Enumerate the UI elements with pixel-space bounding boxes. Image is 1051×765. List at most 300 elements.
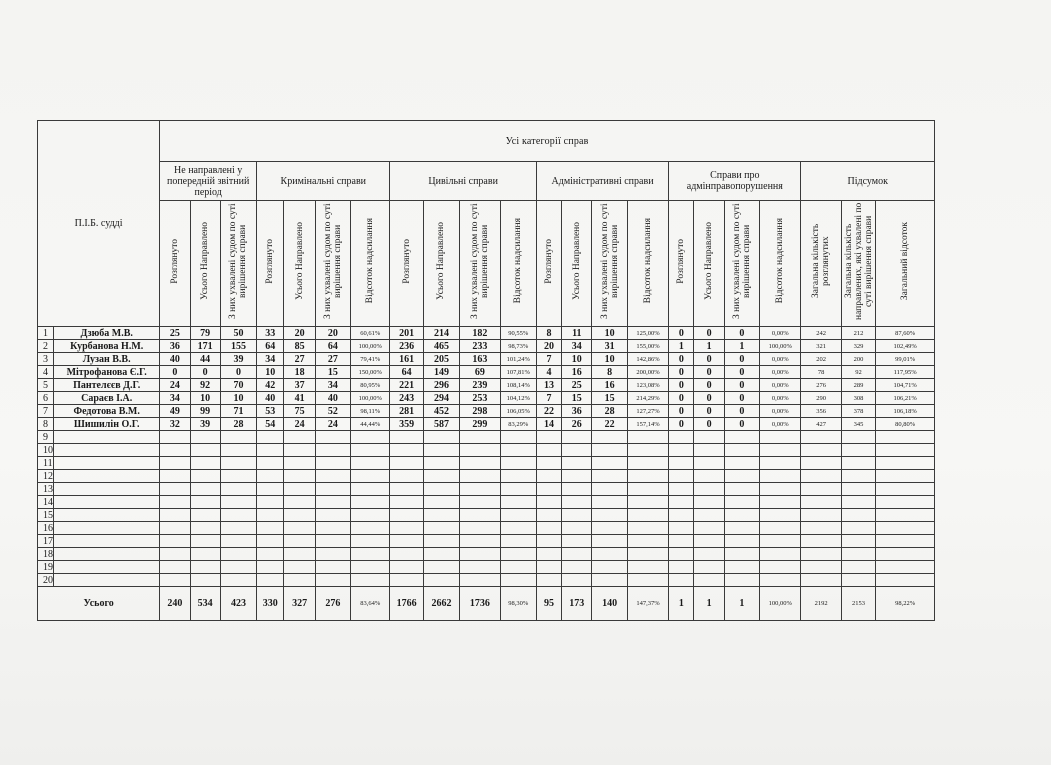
table-cell: 239	[460, 379, 500, 392]
table-cell: 34	[257, 353, 284, 366]
empty-cell	[315, 535, 350, 548]
table-row	[38, 379, 935, 392]
table-row	[38, 418, 935, 431]
empty-cell	[351, 574, 390, 587]
empty-cell	[694, 457, 724, 470]
empty-cell	[500, 509, 536, 522]
empty-cell	[390, 522, 423, 535]
empty-cell	[190, 522, 220, 535]
total-cell: 423	[220, 587, 256, 621]
table-cell: 155,00%	[627, 340, 668, 353]
table-cell: 125,00%	[627, 327, 668, 340]
empty-cell	[284, 496, 315, 509]
table-cell: 378	[841, 405, 875, 418]
empty-cell	[694, 483, 724, 496]
table-cell: 0	[669, 405, 694, 418]
empty-table-row	[38, 431, 935, 444]
table-cell: 0	[220, 366, 256, 379]
empty-cell	[54, 561, 160, 574]
empty-cell	[423, 574, 459, 587]
table-cell: 127,27%	[627, 405, 668, 418]
table-cell: 69	[460, 366, 500, 379]
empty-cell	[284, 470, 315, 483]
empty-cell	[801, 483, 841, 496]
table-cell: 99,01%	[876, 353, 935, 366]
table-cell: 49	[160, 405, 190, 418]
column-header	[592, 201, 627, 327]
empty-cell	[562, 561, 592, 574]
table-cell: 281	[390, 405, 423, 418]
column-header-label: Відсоток надсилання	[642, 218, 653, 304]
empty-cell	[760, 431, 801, 444]
empty-cell	[423, 470, 459, 483]
table-cell: 0,00%	[760, 353, 801, 366]
table-cell: 0	[669, 418, 694, 431]
column-header-label: Відсоток надсилання	[513, 218, 524, 304]
row-number: 19	[38, 561, 54, 574]
row-number: 10	[38, 444, 54, 457]
judge-name-header: П.І.Б. судді	[38, 121, 160, 327]
empty-cell	[190, 535, 220, 548]
table-cell: 10	[257, 366, 284, 379]
empty-cell	[190, 496, 220, 509]
total-cell: 173	[562, 587, 592, 621]
judge-name: Шишилін О.Г.	[54, 418, 160, 431]
empty-cell	[351, 509, 390, 522]
table-cell: 214	[423, 327, 459, 340]
empty-cell	[460, 483, 500, 496]
table-cell: 163	[460, 353, 500, 366]
total-row	[38, 587, 935, 621]
empty-cell	[257, 483, 284, 496]
table-cell: 64	[315, 340, 350, 353]
empty-cell	[562, 483, 592, 496]
table-cell: 11	[562, 327, 592, 340]
table-cell: 40	[257, 392, 284, 405]
empty-cell	[724, 535, 759, 548]
empty-table-row	[38, 483, 935, 496]
empty-cell	[876, 561, 935, 574]
empty-cell	[190, 574, 220, 587]
empty-cell	[760, 457, 801, 470]
empty-cell	[284, 574, 315, 587]
empty-cell	[801, 574, 841, 587]
table-cell: 27	[315, 353, 350, 366]
empty-cell	[841, 483, 875, 496]
column-header	[627, 201, 668, 327]
empty-cell	[351, 548, 390, 561]
table-cell: 427	[801, 418, 841, 431]
column-header	[160, 201, 190, 327]
table-cell: 0	[669, 379, 694, 392]
column-header-label: Розглянуто	[401, 238, 412, 284]
judge-name: Пантелєєв Д.Г.	[54, 379, 160, 392]
empty-cell	[423, 509, 459, 522]
table-cell: 36	[160, 340, 190, 353]
empty-cell	[190, 431, 220, 444]
column-header-label: Загальна кількість направлених, які ухвалені по суті вирішення справи	[843, 202, 874, 320]
table-cell: 171	[190, 340, 220, 353]
table-cell: 356	[801, 405, 841, 418]
empty-cell	[724, 522, 759, 535]
row-number: 9	[38, 431, 54, 444]
empty-cell	[351, 561, 390, 574]
table-cell: 98,11%	[351, 405, 390, 418]
table-cell: 52	[315, 405, 350, 418]
empty-cell	[160, 548, 190, 561]
empty-cell	[562, 457, 592, 470]
empty-cell	[351, 431, 390, 444]
empty-cell	[284, 444, 315, 457]
empty-cell	[694, 535, 724, 548]
table-cell: 24	[284, 418, 315, 431]
table-cell: 150,00%	[351, 366, 390, 379]
empty-cell	[500, 457, 536, 470]
empty-cell	[760, 574, 801, 587]
empty-cell	[724, 561, 759, 574]
column-header-label: Відсоток надсилання	[775, 218, 786, 304]
column-header-label: Усього Направлено	[571, 222, 582, 300]
empty-cell	[841, 496, 875, 509]
empty-cell	[592, 509, 627, 522]
table-cell: 157,14%	[627, 418, 668, 431]
empty-cell	[592, 574, 627, 587]
table-row	[38, 327, 935, 340]
empty-cell	[390, 444, 423, 457]
column-header	[562, 201, 592, 327]
empty-cell	[724, 431, 759, 444]
table-cell: 20	[284, 327, 315, 340]
header-row-groups	[38, 162, 935, 201]
table-cell: 1	[694, 340, 724, 353]
column-header	[284, 201, 315, 327]
group-header: Справи про адмінправопорушення	[669, 162, 801, 201]
empty-cell	[351, 470, 390, 483]
empty-cell	[460, 470, 500, 483]
empty-cell	[460, 522, 500, 535]
empty-cell	[669, 548, 694, 561]
table-cell: 28	[592, 405, 627, 418]
empty-cell	[592, 470, 627, 483]
empty-cell	[669, 470, 694, 483]
empty-cell	[562, 522, 592, 535]
table-cell: 106,18%	[876, 405, 935, 418]
table-cell: 149	[423, 366, 459, 379]
table-cell: 0	[669, 392, 694, 405]
empty-cell	[627, 470, 668, 483]
table-cell: 99	[190, 405, 220, 418]
empty-cell	[284, 457, 315, 470]
table-cell: 359	[390, 418, 423, 431]
table-cell: 92	[190, 379, 220, 392]
table-cell: 32	[160, 418, 190, 431]
table-cell: 290	[801, 392, 841, 405]
empty-cell	[876, 522, 935, 535]
empty-cell	[536, 457, 561, 470]
empty-cell	[562, 535, 592, 548]
table-cell: 83,29%	[500, 418, 536, 431]
empty-cell	[592, 535, 627, 548]
table-cell: 243	[390, 392, 423, 405]
table-cell: 37	[284, 379, 315, 392]
empty-cell	[724, 509, 759, 522]
column-header	[351, 201, 390, 327]
column-header	[801, 201, 841, 327]
empty-cell	[423, 431, 459, 444]
empty-cell	[500, 561, 536, 574]
table-cell: 0	[694, 327, 724, 340]
column-header	[220, 201, 256, 327]
row-number: 15	[38, 509, 54, 522]
empty-cell	[876, 444, 935, 457]
empty-cell	[669, 522, 694, 535]
empty-cell	[536, 431, 561, 444]
table-cell: 0	[694, 405, 724, 418]
empty-cell	[669, 431, 694, 444]
table-row	[38, 405, 935, 418]
table-cell: 102,49%	[876, 340, 935, 353]
empty-cell	[284, 483, 315, 496]
empty-cell	[315, 561, 350, 574]
table-cell: 79	[190, 327, 220, 340]
table-cell: 221	[390, 379, 423, 392]
empty-cell	[220, 574, 256, 587]
column-header-label: З них ухвалені судом по суті вирішення справи	[731, 203, 752, 319]
total-cell: 2192	[801, 587, 841, 621]
empty-cell	[500, 444, 536, 457]
empty-cell	[760, 561, 801, 574]
total-cell: 534	[190, 587, 220, 621]
table-cell: 98,73%	[500, 340, 536, 353]
table-cell: 299	[460, 418, 500, 431]
empty-cell	[627, 431, 668, 444]
empty-cell	[315, 457, 350, 470]
empty-cell	[536, 522, 561, 535]
empty-cell	[724, 457, 759, 470]
empty-cell	[592, 496, 627, 509]
table-cell: 22	[536, 405, 561, 418]
empty-cell	[257, 470, 284, 483]
table-row	[38, 340, 935, 353]
table-cell: 60,61%	[351, 327, 390, 340]
table-cell: 22	[592, 418, 627, 431]
empty-cell	[669, 496, 694, 509]
empty-cell	[423, 561, 459, 574]
table-cell: 34	[160, 392, 190, 405]
empty-cell	[351, 483, 390, 496]
empty-cell	[423, 496, 459, 509]
table-cell: 7	[536, 392, 561, 405]
judge-name: Лузан В.В.	[54, 353, 160, 366]
empty-cell	[500, 496, 536, 509]
empty-cell	[54, 470, 160, 483]
table-cell: 233	[460, 340, 500, 353]
column-header	[841, 201, 875, 327]
table-title: Усі категорії справ	[160, 121, 935, 162]
empty-cell	[220, 496, 256, 509]
row-number: 1	[38, 327, 54, 340]
table-cell: 106,05%	[500, 405, 536, 418]
row-number: 3	[38, 353, 54, 366]
total-cell: 240	[160, 587, 190, 621]
total-cell: 98,22%	[876, 587, 935, 621]
empty-cell	[536, 483, 561, 496]
empty-cell	[351, 535, 390, 548]
empty-cell	[760, 470, 801, 483]
empty-cell	[876, 496, 935, 509]
table-cell: 26	[562, 418, 592, 431]
row-number: 17	[38, 535, 54, 548]
empty-cell	[257, 574, 284, 587]
table-cell: 20	[536, 340, 561, 353]
column-header	[694, 201, 724, 327]
column-header	[500, 201, 536, 327]
empty-cell	[190, 444, 220, 457]
empty-cell	[220, 483, 256, 496]
empty-cell	[257, 496, 284, 509]
empty-cell	[257, 522, 284, 535]
empty-cell	[627, 457, 668, 470]
column-header	[423, 201, 459, 327]
table-cell: 0	[694, 379, 724, 392]
judge-name: Дзюба М.В.	[54, 327, 160, 340]
empty-cell	[257, 509, 284, 522]
empty-cell	[54, 483, 160, 496]
row-number: 4	[38, 366, 54, 379]
table-row	[38, 353, 935, 366]
empty-cell	[627, 496, 668, 509]
column-header-label: Усього Направлено	[294, 222, 305, 300]
table-cell: 79,41%	[351, 353, 390, 366]
empty-cell	[390, 509, 423, 522]
empty-cell	[694, 522, 724, 535]
empty-cell	[257, 561, 284, 574]
table-cell: 25	[562, 379, 592, 392]
table-cell: 0	[724, 418, 759, 431]
table-cell: 10	[592, 327, 627, 340]
table-cell: 10	[190, 392, 220, 405]
table-cell: 14	[536, 418, 561, 431]
table-cell: 15	[562, 392, 592, 405]
total-cell: 327	[284, 587, 315, 621]
table-cell: 101,24%	[500, 353, 536, 366]
empty-cell	[669, 444, 694, 457]
table-cell: 28	[220, 418, 256, 431]
table-cell: 106,21%	[876, 392, 935, 405]
empty-table-row	[38, 574, 935, 587]
empty-cell	[390, 470, 423, 483]
column-header	[724, 201, 759, 327]
empty-cell	[801, 535, 841, 548]
empty-cell	[160, 535, 190, 548]
table-cell: 100,00%	[351, 340, 390, 353]
empty-cell	[160, 431, 190, 444]
column-header-label: Усього Направлено	[704, 222, 715, 300]
row-number: 12	[38, 470, 54, 483]
table-cell: 80,80%	[876, 418, 935, 431]
table-cell: 0	[694, 366, 724, 379]
table-cell: 39	[220, 353, 256, 366]
empty-cell	[390, 574, 423, 587]
row-number: 20	[38, 574, 54, 587]
empty-cell	[257, 548, 284, 561]
column-header-label: З них ухвалені судом по суті вирішення справи	[322, 203, 343, 319]
empty-cell	[627, 574, 668, 587]
table-cell: 24	[315, 418, 350, 431]
empty-table-row	[38, 509, 935, 522]
empty-cell	[54, 431, 160, 444]
group-header: Цивільні справи	[390, 162, 536, 201]
empty-cell	[160, 457, 190, 470]
empty-cell	[351, 444, 390, 457]
empty-cell	[423, 548, 459, 561]
empty-cell	[190, 548, 220, 561]
table-cell: 205	[423, 353, 459, 366]
empty-cell	[460, 457, 500, 470]
empty-cell	[315, 470, 350, 483]
empty-cell	[257, 457, 284, 470]
empty-cell	[423, 444, 459, 457]
table-cell: 92	[841, 366, 875, 379]
empty-cell	[390, 535, 423, 548]
column-header-label: З них ухвалені судом по суті вирішення справи	[228, 203, 249, 319]
empty-cell	[536, 496, 561, 509]
table-cell: 10	[220, 392, 256, 405]
column-header	[460, 201, 500, 327]
table-cell: 80,95%	[351, 379, 390, 392]
column-header-label: Усього Направлено	[200, 222, 211, 300]
empty-cell	[160, 509, 190, 522]
table-cell: 8	[592, 366, 627, 379]
empty-cell	[460, 535, 500, 548]
empty-cell	[876, 470, 935, 483]
empty-table-row	[38, 496, 935, 509]
table-cell: 87,60%	[876, 327, 935, 340]
empty-cell	[460, 561, 500, 574]
table-cell: 64	[390, 366, 423, 379]
empty-cell	[592, 444, 627, 457]
empty-cell	[801, 522, 841, 535]
empty-cell	[54, 548, 160, 561]
table-cell: 0	[190, 366, 220, 379]
empty-cell	[562, 444, 592, 457]
empty-cell	[562, 509, 592, 522]
empty-cell	[500, 574, 536, 587]
empty-cell	[220, 470, 256, 483]
empty-cell	[694, 548, 724, 561]
table-cell: 214,29%	[627, 392, 668, 405]
table-cell: 0,00%	[760, 418, 801, 431]
empty-cell	[724, 483, 759, 496]
empty-cell	[627, 509, 668, 522]
empty-cell	[562, 574, 592, 587]
empty-cell	[724, 574, 759, 587]
table-cell: 242	[801, 327, 841, 340]
empty-cell	[841, 470, 875, 483]
table-cell: 276	[801, 379, 841, 392]
empty-cell	[220, 522, 256, 535]
row-number: 8	[38, 418, 54, 431]
empty-cell	[760, 496, 801, 509]
empty-cell	[724, 496, 759, 509]
table-cell: 16	[562, 366, 592, 379]
table-cell: 0,00%	[760, 379, 801, 392]
row-number: 14	[38, 496, 54, 509]
empty-table-row	[38, 535, 935, 548]
group-header: Адміністративні справи	[536, 162, 668, 201]
empty-cell	[351, 522, 390, 535]
empty-cell	[190, 561, 220, 574]
